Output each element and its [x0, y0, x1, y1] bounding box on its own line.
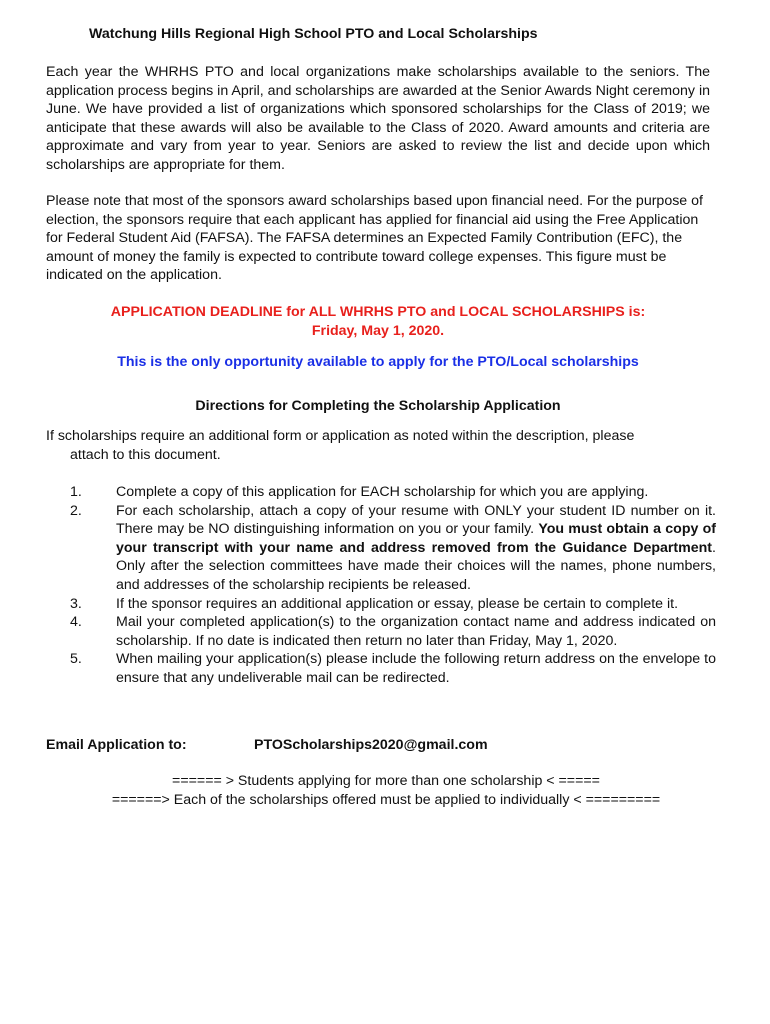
list-item — [46, 613, 716, 650]
step-text: When mailing your application(s) please include the following return address on the envelope to ensure that any undeliverable mail can be redirected. — [116, 651, 716, 686]
step-number: 3. — [70, 595, 82, 612]
step-number: 2. — [70, 502, 82, 519]
step-number: 4. — [70, 614, 82, 631]
step-text: Mail your completed application(s) to the organization contact name and address indicated on scholarship. If no date is indicated then return no later than Friday, May 1, 2020. — [116, 614, 716, 649]
list-item — [46, 483, 716, 502]
directions-intro — [46, 427, 686, 464]
intro-paragraph: Each year the WHRHS PTO and local organizations make scholarships available to the seniors. The application process begins in April, and scholarships are awarded at the Senior Awards Night ceremony in June. We have provided a list of organizations which sponsored scholarships for the Class of 2019; we anticipate that these awards will also be available to the Class of 2020. Award amounts and criteria are approximate and vary from year to year. Seniors are asked to review the list and decide upon which scholarships are appropriate for them. — [46, 64, 710, 173]
fafsa-paragraph: Please note that most of the sponsors award scholarships based upon financial need. For the purpose of election, the sponsors require that each applicant has applied for financial aid using the Free Application for Federal Student Aid (FAFSA). The FAFSA determines an Expected Family Contribution (EFC), the amount of money the family is expected to contribute toward college expenses. This figure must be indicated on the application. — [46, 193, 703, 284]
list-item — [46, 650, 716, 687]
only-opportunity-notice: This is the only opportunity available to apply for the PTO/Local scholarships — [117, 354, 639, 370]
deadline-line-1: APPLICATION DEADLINE for ALL WHRHS PTO and LOCAL SCHOLARSHIPS is: — [110, 304, 646, 320]
list-item — [46, 595, 716, 614]
deadline-notice — [46, 303, 710, 340]
step-text: If the sponsor requires an additional application or essay, please be certain to complete it. — [116, 595, 679, 612]
step-number: 1. — [70, 484, 82, 500]
directions-intro-line-1: If scholarships require an additional form or application as noted within the description, please — [46, 428, 635, 444]
deadline-date: Friday, May 1, 2020. — [311, 322, 445, 339]
note-apply-individually: ======> Each of the scholarships offered must be applied to individually < ========= — [111, 792, 661, 808]
email-label: Email Application to: — [46, 737, 187, 753]
step-text-bold: You must obtain a copy of your transcript with your name and address removed from the Guidance Department — [116, 521, 716, 556]
step-text: Complete a copy of this application for EACH scholarship for which you are applying. — [116, 484, 649, 500]
directions-heading: Directions for Completing the Scholarship Application — [195, 398, 561, 414]
list-item — [46, 502, 716, 595]
directions-intro-line-2: attach to this document. — [70, 446, 221, 463]
step-number: 5. — [70, 651, 82, 668]
step-text: For each scholarship, attach a copy of your resume with ONLY your student ID number on it. There may be NO distinguishing information on you or your family. — [116, 502, 716, 538]
step-text-continued: . Only after the selection committees have made their choices will the names, phone numbers, and addresses of the scholarship recipients be released. — [116, 539, 716, 593]
email-address-link[interactable]: PTOScholarships2020@gmail.com — [254, 737, 488, 753]
page-title: Watchung Hills Regional High School PTO and Local Scholarships — [89, 26, 538, 42]
note-multiple-scholarships: ====== > Students applying for more than one scholarship < ===== — [172, 773, 600, 789]
directions-steps — [46, 483, 716, 688]
